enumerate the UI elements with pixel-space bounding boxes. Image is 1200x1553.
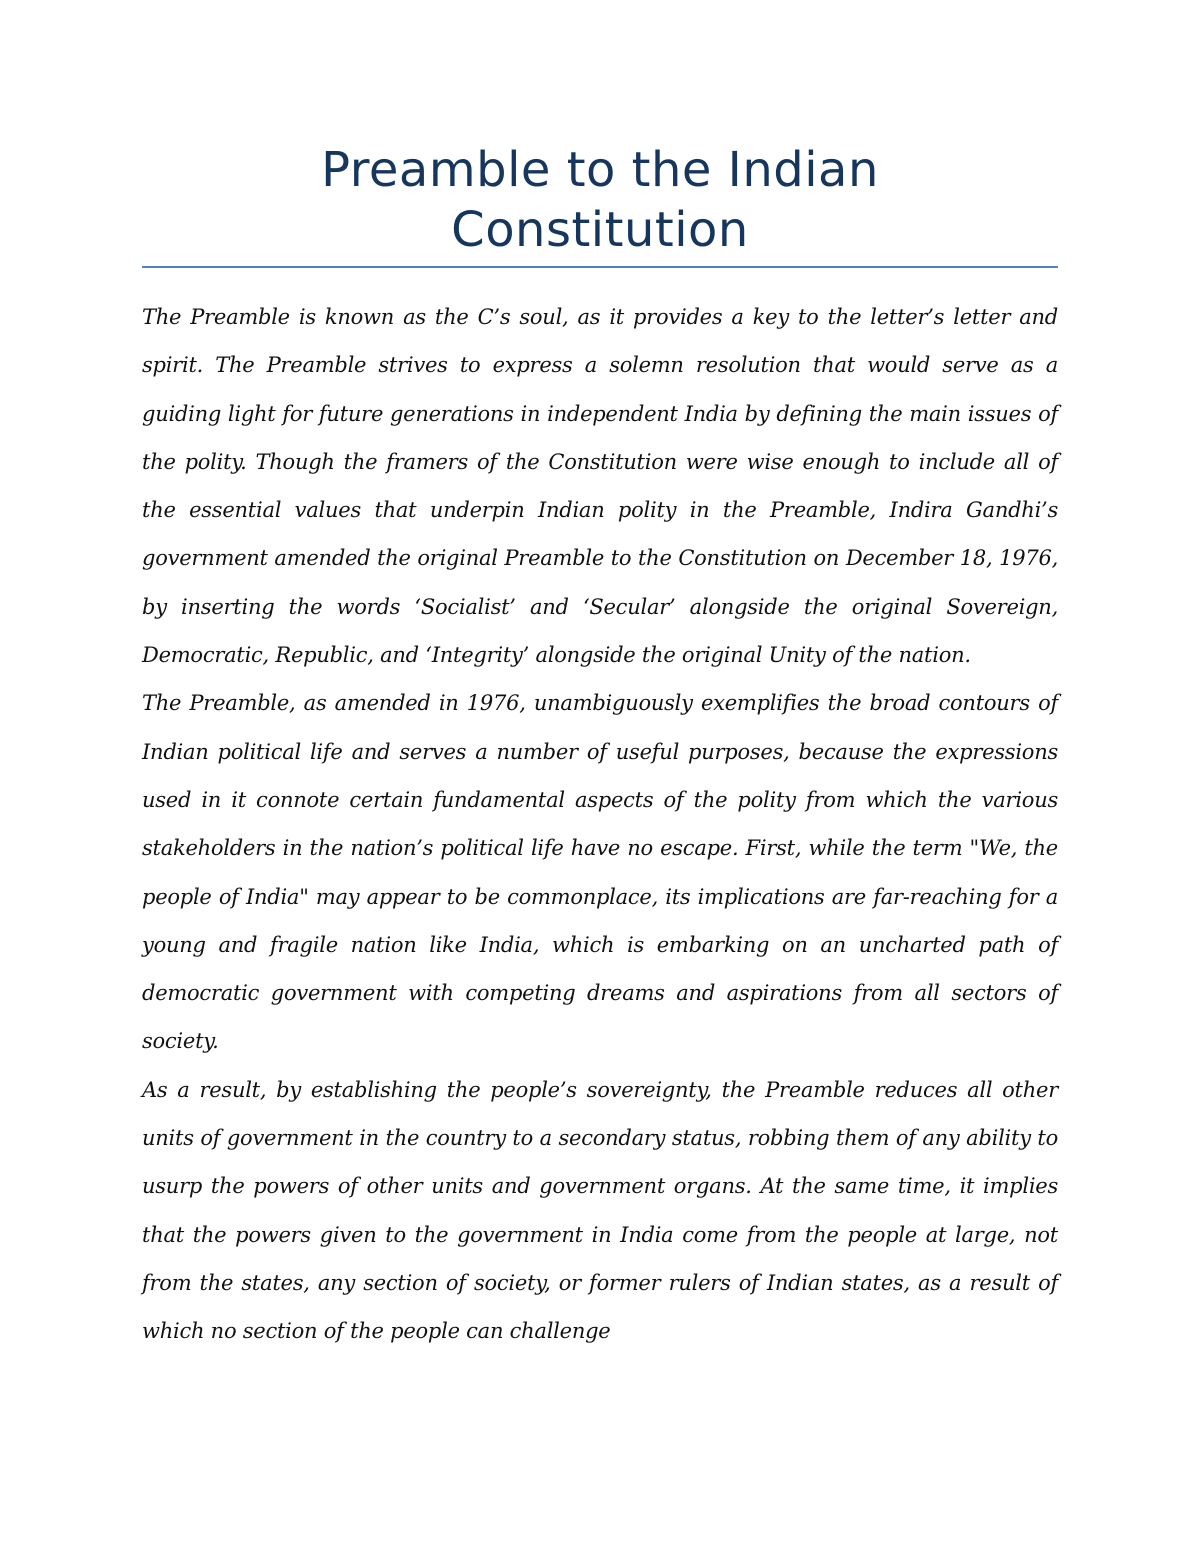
title-line-1: Preamble to the Indian: [321, 142, 879, 198]
body-text: [142, 293, 1058, 1356]
paragraph-3: As a result, by establishing the people’s sovereignty, the Preamble reduces all other units of government in the country to a secondary status, robbing them of any ability to usurp the powers of other units and government organs. At the same time, it implies that the powers given to the government in India come from the people at large, not from the states, any section of society, or former rulers of Indian states, as a result of which no section of the people can challenge: [142, 1077, 1058, 1344]
paragraph-1: The Preamble is known as the C’s soul, as it provides a key to the letter’s letter and spirit. The Preamble strives to express a solemn resolution that would serve as a guiding light for future generations in independent India by defining the main issues of the polity. Though the framers of the Constitution were wise enough to include all of the essential values that underpin Indian polity in the Preamble, Indira Gandhi’s government amended the original Preamble to the Constitution on December 18, 1976, by inserting the words ‘Socialist’ and ‘Secular’ alongside the original Sovereign, Democratic, Republic, and ‘Integrity’ alongside the original Unity of the nation.: [142, 305, 1058, 668]
paragraph-2: The Preamble, as amended in 1976, unambiguously exemplifies the broad contours of Indian political life and serves a number of useful purposes, because the expressions used in it connote certain fundamental aspects of the polity from which the various stakeholders in the nation’s political life have no escape. First, while the term "We, the people of India" may appear to be commonplace, its implications are far-reaching for a young and fragile nation like India, which is embarking on an uncharted path of democratic government with competing dreams and aspirations from all sectors of society.: [142, 691, 1058, 1054]
title-line-2: Constitution: [451, 202, 749, 258]
title-underline-divider: [142, 266, 1058, 268]
page-title: [142, 140, 1058, 260]
